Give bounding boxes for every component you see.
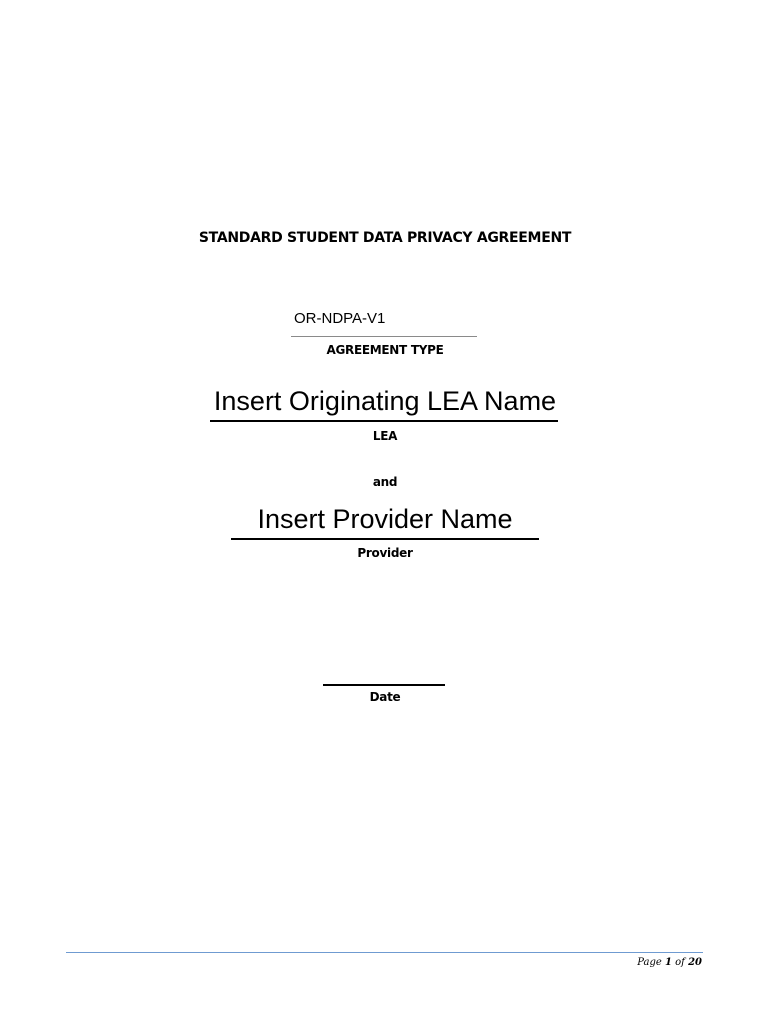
lea-name-underline xyxy=(210,420,558,422)
lea-label: LEA xyxy=(372,429,398,443)
agreement-type-underline xyxy=(291,336,477,337)
footer-rule xyxy=(66,952,703,953)
page-number xyxy=(637,957,702,968)
page-current: 1 xyxy=(665,957,672,968)
date-underline xyxy=(323,684,445,686)
date-label: Date xyxy=(369,690,401,704)
agreement-type-value: OR-NDPA-V1 xyxy=(294,310,386,327)
of-word: of xyxy=(675,957,685,968)
provider-name-underline xyxy=(231,538,539,540)
page-word: Page xyxy=(637,957,662,968)
provider-label: Provider xyxy=(357,546,413,560)
page-total: 20 xyxy=(688,957,702,968)
agreement-type-label: AGREEMENT TYPE xyxy=(326,343,444,357)
lea-name-field: Insert Originating LEA Name xyxy=(213,386,557,416)
and-text: and xyxy=(372,475,398,489)
provider-name-field: Insert Provider Name xyxy=(257,504,513,534)
document-title: STANDARD STUDENT DATA PRIVACY AGREEMENT xyxy=(198,230,572,246)
